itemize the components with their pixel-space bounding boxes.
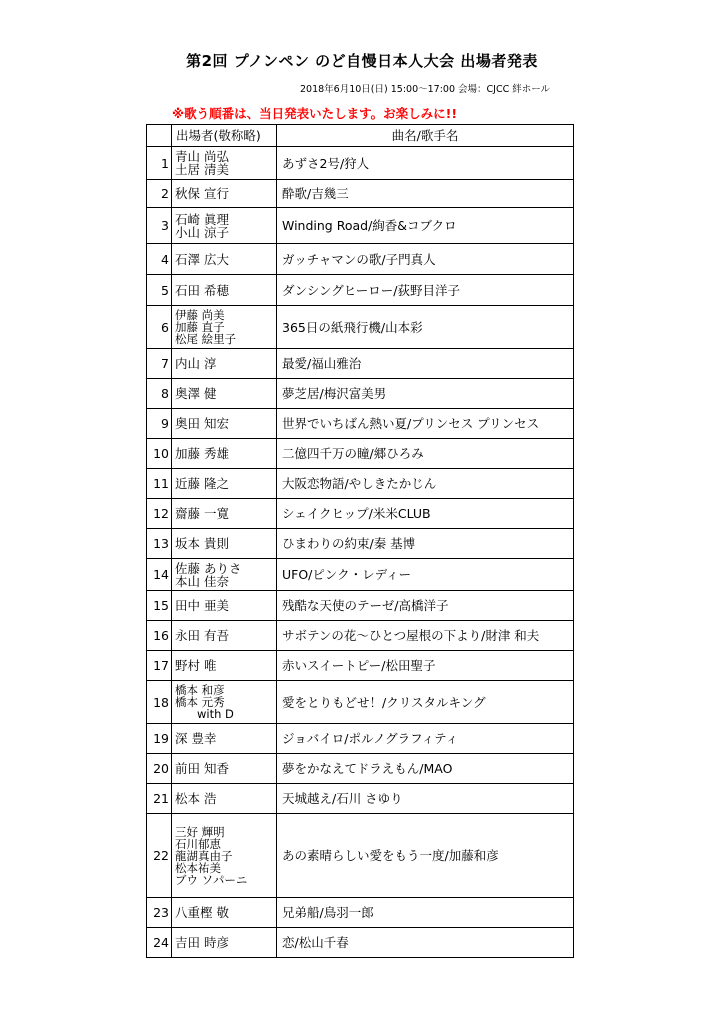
performer-cell xyxy=(172,621,277,651)
performer-cell xyxy=(172,244,277,275)
performer-name: 松尾 絵里子 xyxy=(175,332,237,346)
song-title-artist: サボテンの花～ひとつ屋根の下より/財津 和夫 xyxy=(277,621,574,651)
entry-number: 24 xyxy=(147,928,172,958)
song-title-artist: 恋/松山千春 xyxy=(277,928,574,958)
entry-number: 11 xyxy=(147,469,172,499)
song-title-artist: ひまわりの約束/秦 基博 xyxy=(277,529,574,559)
entry-number: 14 xyxy=(147,559,172,591)
performer-cell xyxy=(172,928,277,958)
performer-name: 龍湖真由子 xyxy=(175,848,233,863)
table-row xyxy=(147,469,574,499)
performer-cell xyxy=(172,180,277,208)
performer-cell xyxy=(172,379,277,409)
table-row xyxy=(147,244,574,275)
performer-cell xyxy=(172,349,277,379)
song-title-artist: あずさ2号/狩人 xyxy=(277,147,574,180)
entry-number: 20 xyxy=(147,754,172,784)
header-performer: 出場者(敬称略) xyxy=(172,125,277,147)
song-title-artist: 二億四千万の瞳/郷ひろみ xyxy=(277,439,574,469)
entry-number: 21 xyxy=(147,784,172,814)
song-title-artist: 365日の紙飛行機/山本彩 xyxy=(277,306,574,349)
table-row xyxy=(147,591,574,621)
table-row xyxy=(147,529,574,559)
table-body xyxy=(147,147,574,958)
table-row xyxy=(147,784,574,814)
entry-number: 19 xyxy=(147,724,172,754)
song-title-artist: Winding Road/絢香&コブクロ xyxy=(277,208,574,244)
entry-number: 22 xyxy=(147,814,172,898)
table-row xyxy=(147,559,574,591)
entry-number: 12 xyxy=(147,499,172,529)
song-title-artist: ガッチャマンの歌/子門真人 xyxy=(277,244,574,275)
song-title-artist: あの素晴らしい愛をもう一度/加藤和彦 xyxy=(277,814,574,898)
page-title: 第2回 プノンペン のど自慢日本人大会 出場者発表 xyxy=(186,52,538,70)
performer-name: 八重樫 敬 xyxy=(175,905,229,920)
header-number xyxy=(147,125,172,147)
table-row xyxy=(147,724,574,754)
performer-name: with D xyxy=(197,707,234,721)
entry-number: 18 xyxy=(147,681,172,724)
performer-name: 齋藤 一寛 xyxy=(175,506,229,521)
performer-cell xyxy=(172,724,277,754)
song-title-artist: ジョバイロ/ポルノグラフィティ xyxy=(277,724,574,754)
entry-number: 16 xyxy=(147,621,172,651)
performer-name: 石澤 広大 xyxy=(175,251,229,267)
song-title-artist: 最愛/福山雅治 xyxy=(277,349,574,379)
table-row xyxy=(147,621,574,651)
entry-number: 4 xyxy=(147,244,172,275)
table-row xyxy=(147,754,574,784)
performer-name: 深 豊幸 xyxy=(175,731,217,746)
performer-cell xyxy=(172,409,277,439)
table-row xyxy=(147,379,574,409)
table-row xyxy=(147,898,574,928)
performer-cell xyxy=(172,469,277,499)
performer-name: 石崎 眞理 xyxy=(175,211,229,227)
performer-cell xyxy=(172,591,277,621)
entry-number: 8 xyxy=(147,379,172,409)
entry-number: 5 xyxy=(147,275,172,306)
performer-name: 奥田 知宏 xyxy=(175,416,229,431)
performer-cell xyxy=(172,559,277,591)
performer-cell xyxy=(172,784,277,814)
table-header-row xyxy=(147,125,574,147)
song-title-artist: 天城越え/石川 さゆり xyxy=(277,784,574,814)
performer-name: 近藤 隆之 xyxy=(175,476,229,491)
entry-number: 10 xyxy=(147,439,172,469)
table-row xyxy=(147,651,574,681)
performer-cell xyxy=(172,275,277,306)
performer-name: ブウ ソパーニ xyxy=(175,872,248,887)
song-title-artist: 愛をとりもどせ！/クリスタルキング xyxy=(277,681,574,724)
entry-number: 7 xyxy=(147,349,172,379)
performer-cell xyxy=(172,651,277,681)
performer-name: 本山 佳奈 xyxy=(175,573,229,589)
table-row xyxy=(147,499,574,529)
performer-cell xyxy=(172,898,277,928)
entry-number: 1 xyxy=(147,147,172,180)
entry-number: 2 xyxy=(147,180,172,208)
performer-name: 佐藤 ありさ xyxy=(175,560,242,576)
table-row xyxy=(147,208,574,244)
header-song: 曲名/歌手名 xyxy=(277,125,574,147)
song-title-artist: 大阪恋物語/やしきたかじん xyxy=(277,469,574,499)
table-row xyxy=(147,681,574,724)
song-title-artist: ダンシングヒーロー/荻野目洋子 xyxy=(277,275,574,306)
entry-number: 9 xyxy=(147,409,172,439)
song-title-artist: 酔歌/吉幾三 xyxy=(277,180,574,208)
song-title-artist: 兄弟船/鳥羽一郎 xyxy=(277,898,574,928)
performer-name: 三好 輝明 xyxy=(175,824,225,839)
performer-name: 松本 浩 xyxy=(175,791,217,806)
performer-name: 前田 知香 xyxy=(175,761,229,776)
table-row xyxy=(147,147,574,180)
performer-name: 秋保 宣行 xyxy=(175,186,229,201)
table-row xyxy=(147,306,574,349)
table-row xyxy=(147,928,574,958)
entry-number: 6 xyxy=(147,306,172,349)
performer-name: 松本祐美 xyxy=(175,860,221,875)
song-title-artist: 夢芝居/梅沢富美男 xyxy=(277,379,574,409)
entry-number: 3 xyxy=(147,208,172,244)
performer-name: 石川郁恵 xyxy=(175,836,221,851)
performer-cell xyxy=(172,439,277,469)
performer-name: 奥澤 健 xyxy=(175,386,217,401)
performer-name: 加藤 秀雄 xyxy=(175,446,229,461)
performer-name: 青山 尚弘 xyxy=(175,149,229,164)
song-title-artist: 夢をかなえてドラえもん/MAO xyxy=(277,754,574,784)
song-title-artist: 世界でいちばん熱い夏/プリンセス プリンセス xyxy=(277,409,574,439)
performer-name: 加藤 直子 xyxy=(175,320,225,334)
performer-cell xyxy=(172,499,277,529)
performer-table xyxy=(146,124,574,958)
performer-name: 石田 希穂 xyxy=(175,282,229,298)
entry-number: 17 xyxy=(147,651,172,681)
performer-name: 野村 唯 xyxy=(175,658,217,673)
table-row xyxy=(147,180,574,208)
song-title-artist: シェイクヒップ/米米CLUB xyxy=(277,499,574,529)
performer-cell xyxy=(172,529,277,559)
performer-name: 伊藤 尚美 xyxy=(175,308,225,322)
song-title-artist: 赤いスイートピー/松田聖子 xyxy=(277,651,574,681)
song-title-artist: 残酷な天使のテーゼ/高橋洋子 xyxy=(277,591,574,621)
table-row xyxy=(147,275,574,306)
table-row xyxy=(147,439,574,469)
song-title-artist: UFO/ピンク・レディー xyxy=(277,559,574,591)
performer-name: 橋本 元秀 xyxy=(175,695,225,709)
performer-name: 小山 涼子 xyxy=(175,224,229,240)
order-notice: ※歌う順番は、当日発表いたします。お楽しみに!! xyxy=(172,106,458,121)
table-row xyxy=(147,409,574,439)
performer-cell xyxy=(172,814,277,898)
performer-cell xyxy=(172,754,277,784)
performer-cell xyxy=(172,208,277,244)
entry-number: 23 xyxy=(147,898,172,928)
entry-number: 15 xyxy=(147,591,172,621)
performer-name: 永田 有吾 xyxy=(175,628,229,643)
performer-name: 田中 亜美 xyxy=(175,598,229,613)
performer-cell xyxy=(172,147,277,180)
performer-cell xyxy=(172,306,277,349)
event-date-venue: 2018年6月10日(日) 15:00～17:00 会場：CJCC 絆ホール xyxy=(300,84,551,95)
performer-name: 吉田 時彦 xyxy=(175,935,229,950)
table-row xyxy=(147,349,574,379)
performer-name: 橋本 和彦 xyxy=(175,683,225,697)
entry-number: 13 xyxy=(147,529,172,559)
performer-cell xyxy=(172,681,277,724)
performer-name: 土居 清美 xyxy=(175,162,229,177)
performer-name: 内山 淳 xyxy=(175,356,217,371)
performer-name: 坂本 貴則 xyxy=(175,536,229,551)
table-row xyxy=(147,814,574,898)
